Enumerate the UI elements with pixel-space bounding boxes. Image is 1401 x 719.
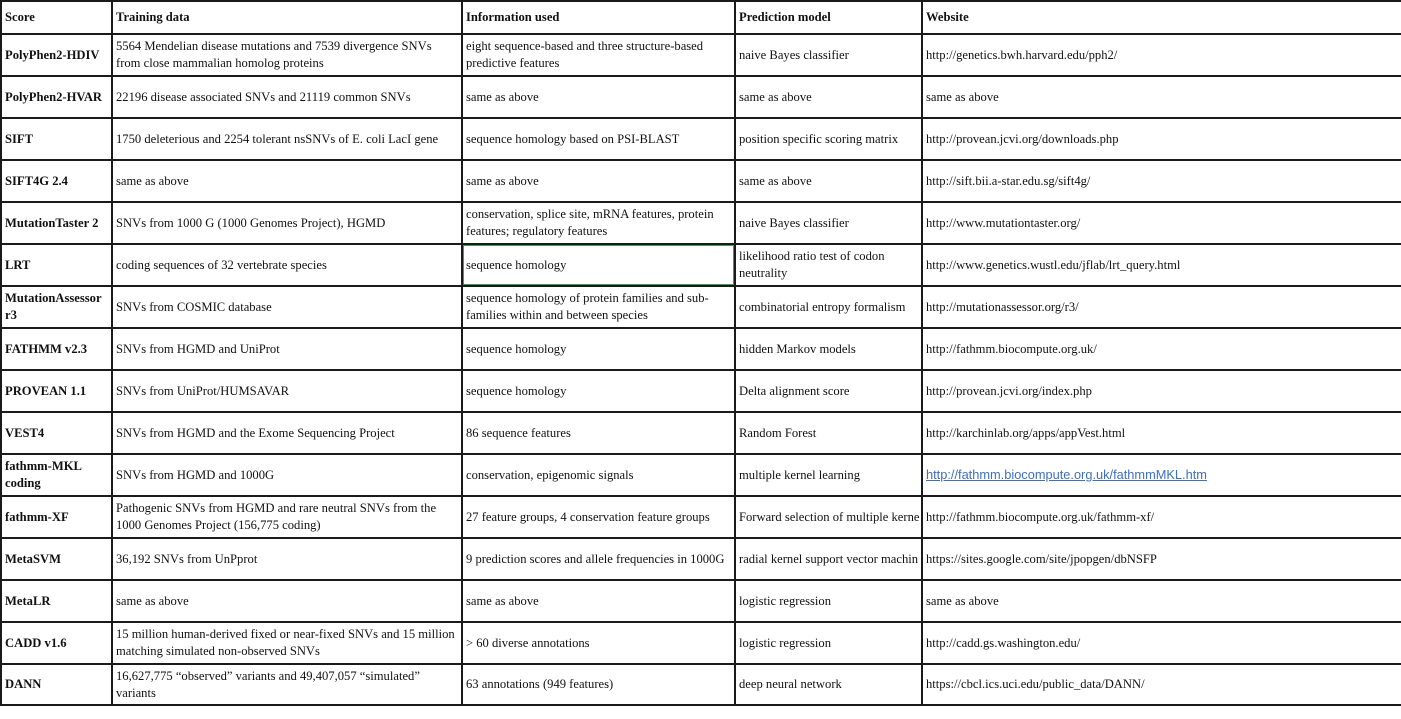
table-row [1, 328, 1401, 370]
cell-score[interactable]: fathmm-MKL coding [1, 454, 112, 496]
cell-prediction-model[interactable]: same as above [735, 76, 922, 118]
cell-prediction-model[interactable]: same as above [735, 160, 922, 202]
cell-training-data[interactable]: SNVs from HGMD and the Exome Sequencing Project [112, 412, 462, 454]
cell-prediction-model[interactable]: position specific scoring matrix [735, 118, 922, 160]
table-row [1, 34, 1401, 76]
cell-website[interactable]: http://cadd.gs.washington.edu/ [922, 622, 1401, 664]
cell-score[interactable]: MutationAssessor r3 [1, 286, 112, 328]
cell-information-used[interactable]: conservation, epigenomic signals [462, 454, 735, 496]
table-row [1, 118, 1401, 160]
cell-information-used[interactable]: 63 annotations (949 features) [462, 664, 735, 705]
table-row [1, 160, 1401, 202]
website-hyperlink[interactable]: http://fathmm.biocompute.org.uk/fathmmMKL.htm [926, 467, 1207, 482]
cell-training-data[interactable]: 16,627,775 “observed” variants and 49,407,057 “simulated” variants [112, 664, 462, 705]
header-information-used[interactable]: Information used [462, 1, 735, 34]
cell-score[interactable]: fathmm-XF [1, 496, 112, 538]
cell-score[interactable]: PolyPhen2-HVAR [1, 76, 112, 118]
cell-score[interactable]: SIFT [1, 118, 112, 160]
cell-information-used[interactable]: sequence homology [462, 370, 735, 412]
cell-information-used[interactable]: sequence homology of protein families and sub-families within and between species [462, 286, 735, 328]
cell-information-used[interactable]: sequence homology [462, 328, 735, 370]
table-row [1, 496, 1401, 538]
cell-website[interactable]: http://mutationassessor.org/r3/ [922, 286, 1401, 328]
cell-website[interactable]: http://fathmm.biocompute.org.uk/ [922, 328, 1401, 370]
header-score[interactable]: Score [1, 1, 112, 34]
cell-prediction-model[interactable]: hidden Markov models [735, 328, 922, 370]
cell-website[interactable]: https://cbcl.ics.uci.edu/public_data/DANN/ [922, 664, 1401, 705]
cell-website[interactable] [922, 454, 1401, 496]
cell-training-data[interactable]: SNVs from 1000 G (1000 Genomes Project), HGMD [112, 202, 462, 244]
cell-score[interactable]: PROVEAN 1.1 [1, 370, 112, 412]
table-row [1, 412, 1401, 454]
cell-score[interactable]: PolyPhen2-HDIV [1, 34, 112, 76]
cell-score[interactable]: SIFT4G 2.4 [1, 160, 112, 202]
cell-information-used[interactable]: conservation, splice site, mRNA features, protein features; regulatory features [462, 202, 735, 244]
cell-information-used[interactable]: same as above [462, 76, 735, 118]
cell-score[interactable]: MutationTaster 2 [1, 202, 112, 244]
cell-website[interactable]: https://sites.google.com/site/jpopgen/dbNSFP [922, 538, 1401, 580]
cell-website[interactable]: http://provean.jcvi.org/index.php [922, 370, 1401, 412]
cell-training-data[interactable]: Pathogenic SNVs from HGMD and rare neutral SNVs from the 1000 Genomes Project (156,775 coding) [112, 496, 462, 538]
cell-information-used[interactable]: 27 feature groups, 4 conservation feature groups [462, 496, 735, 538]
cell-prediction-model[interactable]: naive Bayes classifier [735, 202, 922, 244]
cell-score[interactable]: LRT [1, 244, 112, 286]
cell-training-data[interactable]: SNVs from HGMD and 1000G [112, 454, 462, 496]
cell-information-used[interactable]: 86 sequence features [462, 412, 735, 454]
table-row [1, 454, 1401, 496]
cell-website[interactable]: http://karchinlab.org/apps/appVest.html [922, 412, 1401, 454]
table-header-row [1, 1, 1401, 34]
cell-information-used[interactable]: same as above [462, 160, 735, 202]
table-row [1, 202, 1401, 244]
header-training-data[interactable]: Training data [112, 1, 462, 34]
cell-information-used[interactable]: > 60 diverse annotations [462, 622, 735, 664]
header-prediction-model[interactable]: Prediction model [735, 1, 922, 34]
cell-website[interactable]: same as above [922, 76, 1401, 118]
cell-website[interactable]: http://sift.bii.a-star.edu.sg/sift4g/ [922, 160, 1401, 202]
cell-training-data[interactable]: SNVs from HGMD and UniProt [112, 328, 462, 370]
table-row [1, 244, 1401, 286]
table-row [1, 664, 1401, 705]
cell-information-used[interactable]: 9 prediction scores and allele frequencies in 1000G [462, 538, 735, 580]
cell-training-data[interactable]: same as above [112, 580, 462, 622]
cell-training-data[interactable]: 15 million human-derived fixed or near-fixed SNVs and 15 million matching simulated non-observed SNVs [112, 622, 462, 664]
cell-score[interactable]: VEST4 [1, 412, 112, 454]
cell-training-data[interactable]: 5564 Mendelian disease mutations and 7539 divergence SNVs from close mammalian homolog proteins [112, 34, 462, 76]
table-row [1, 76, 1401, 118]
cell-website[interactable]: same as above [922, 580, 1401, 622]
table-row [1, 538, 1401, 580]
cell-website[interactable]: http://www.mutationtaster.org/ [922, 202, 1401, 244]
table-row [1, 286, 1401, 328]
cell-prediction-model[interactable]: logistic regression [735, 580, 922, 622]
header-website[interactable]: Website [922, 1, 1401, 34]
cell-prediction-model[interactable]: Delta alignment score [735, 370, 922, 412]
cell-training-data[interactable]: SNVs from COSMIC database [112, 286, 462, 328]
cell-prediction-model[interactable]: logistic regression [735, 622, 922, 664]
cell-website[interactable]: http://fathmm.biocompute.org.uk/fathmm-xf/ [922, 496, 1401, 538]
cell-information-used[interactable]: sequence homology based on PSI-BLAST [462, 118, 735, 160]
cell-training-data[interactable]: 1750 deleterious and 2254 tolerant nsSNVs of E. coli LacI gene [112, 118, 462, 160]
cell-prediction-model[interactable]: radial kernel support vector machin [735, 538, 922, 580]
cell-training-data[interactable]: 36,192 SNVs from UnPprot [112, 538, 462, 580]
cell-training-data[interactable]: 22196 disease associated SNVs and 21119 common SNVs [112, 76, 462, 118]
cell-prediction-model[interactable]: Random Forest [735, 412, 922, 454]
cell-information-used[interactable]: same as above [462, 580, 735, 622]
cell-training-data[interactable]: same as above [112, 160, 462, 202]
cell-score[interactable]: FATHMM v2.3 [1, 328, 112, 370]
cell-prediction-model[interactable]: multiple kernel learning [735, 454, 922, 496]
cell-prediction-model[interactable]: Forward selection of multiple kerne [735, 496, 922, 538]
cell-prediction-model[interactable]: naive Bayes classifier [735, 34, 922, 76]
cell-training-data[interactable]: SNVs from UniProt/HUMSAVAR [112, 370, 462, 412]
table-row [1, 622, 1401, 664]
cell-website[interactable]: http://genetics.bwh.harvard.edu/pph2/ [922, 34, 1401, 76]
cell-prediction-model[interactable]: combinatorial entropy formalism [735, 286, 922, 328]
cell-prediction-model[interactable]: likelihood ratio test of codon neutrality [735, 244, 922, 286]
table-row [1, 580, 1401, 622]
cell-prediction-model[interactable]: deep neural network [735, 664, 922, 705]
cell-website[interactable]: http://www.genetics.wustl.edu/jflab/lrt_query.html [922, 244, 1401, 286]
table-row [1, 370, 1401, 412]
cell-score[interactable]: DANN [1, 664, 112, 705]
cell-score[interactable]: CADD v1.6 [1, 622, 112, 664]
cell-score[interactable]: MetaLR [1, 580, 112, 622]
cell-score[interactable]: MetaSVM [1, 538, 112, 580]
cell-information-used-selected[interactable]: sequence homology [462, 244, 735, 286]
cell-training-data[interactable]: coding sequences of 32 vertebrate species [112, 244, 462, 286]
cell-website[interactable]: http://provean.jcvi.org/downloads.php [922, 118, 1401, 160]
cell-information-used[interactable]: eight sequence-based and three structure-based predictive features [462, 34, 735, 76]
